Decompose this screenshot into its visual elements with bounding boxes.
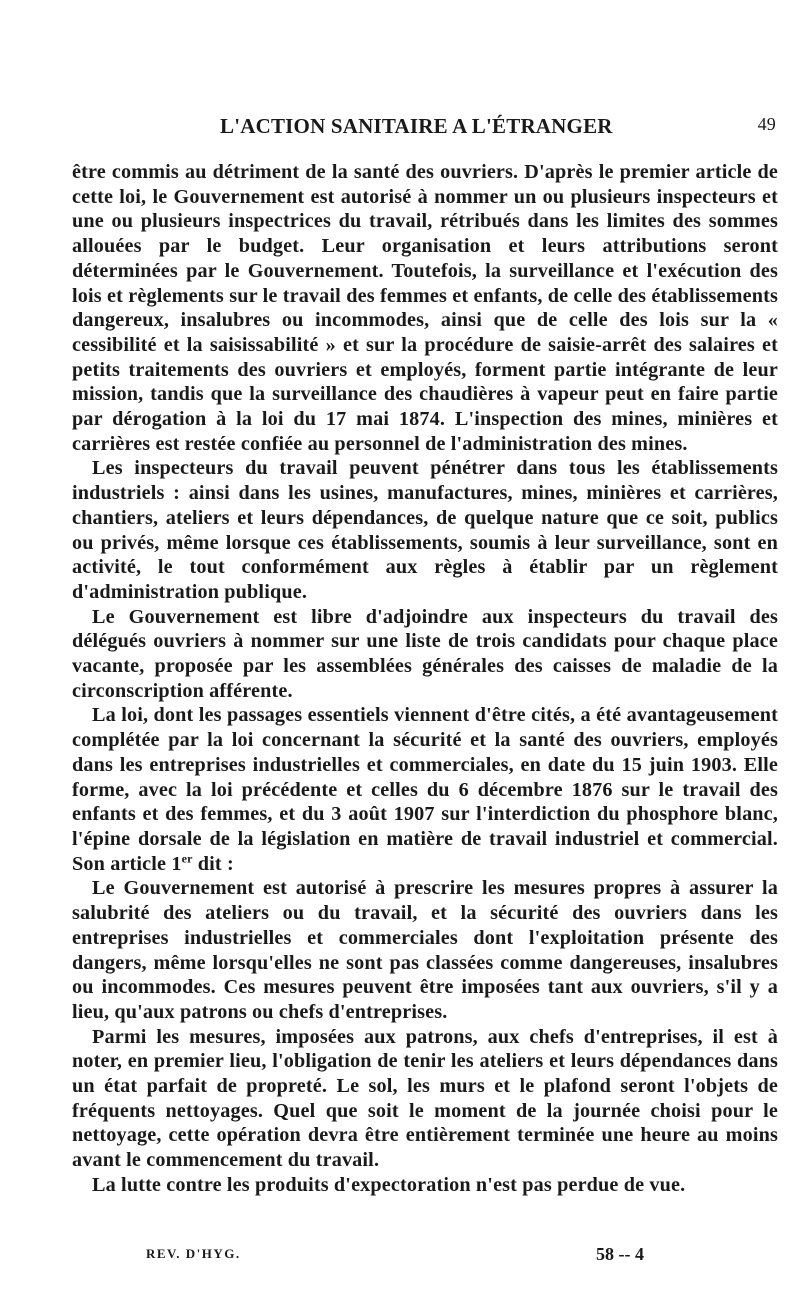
page-number: 49 (757, 114, 776, 134)
printer-signature: 58 -- 4 (596, 1244, 644, 1264)
paragraph-4-tail: dit : (192, 852, 234, 875)
paragraph-5: Le Gouvernement est autorisé à prescrire les mesures propres à assurer la salubrité des ateliers ou du travail, et la sécurité des ouvriers dans les entreprises industrielles et commerciales dont l'exploitation présente des dangers, même lorsqu'elles ne sont pas classées comme dangereuses, insalubres ou incommodes. Ces mesures peuvent être imposées tant aux ouvriers, s'il y a lieu, qu'aux patrons ou chefs d'entreprises. (72, 877, 778, 1023)
page-footer (146, 1244, 686, 1268)
journal-abbreviation: REV. D'HYG. (146, 1246, 241, 1261)
paragraph-2: Les inspecteurs du travail peuvent pénétrer dans tous les établissements industriels : ainsi dans les usines, manufactures, mines, minières et carrières, chantiers, ateliers et leurs dépendances, de quelque nature que ce soit, publics ou privés, même lorsque ces établissements, soumis à leur surveillance, sont en activité, le tout conformément aux règles à établir par un règlement d'administration publique. (72, 457, 778, 603)
article-superscript: er (181, 850, 193, 865)
paragraph-3: Le Gouvernement est libre d'adjoindre aux inspecteurs du travail des délégués ouvriers à nommer sur une liste de trois candidats pour chaque place vacante, proposée par les assemblées générales des caisses de maladie de la circonscription afférente. (72, 605, 778, 702)
page (72, 100, 778, 1198)
paragraph-4 (72, 703, 778, 876)
paragraph-6: Parmi les mesures, imposées aux patrons, aux chefs d'entreprises, il est à noter, en premier lieu, l'obligation de tenir les ateliers et leurs dépendances dans un état parfait de propreté. Le sol, les murs et le plafond seront l'objets de fréquents nettoyages. Quel que soit le moment de la journée choisi pour le nettoyage, cette opération devra être entièrement terminée une heure au moins avant le commencement du travail. (72, 1025, 778, 1172)
paragraph-4-text: La loi, dont les passages essentiels viennent d'être cités, a été avantageusement complétée par la loi concernant la sécurité et la santé des ouvriers, employés dans les entreprises industrielles et commerciales, en date du 15 juin 1903. Elle forme, avec la loi précédente et celles du 6 décembre 1876 sur le travail des enfants et des femmes, et du 3 août 1907 sur l'interdiction du phosphore blanc, l'épine dorsale de la législation en matière de travail industriel et commercial. Son article 1 (72, 704, 778, 875)
running-title: L'ACTION SANITAIRE A L'ÉTRANGER (220, 114, 613, 138)
body-text (72, 160, 778, 1198)
paragraph-1: être commis au détriment de la santé des ouvriers. D'après le premier article de cette loi, le Gouvernement est autorisé à nommer un ou plusieurs inspecteurs et une ou plusieurs inspectrices du travail, rétribués dans les limites des sommes allouées par le budget. Leur organisation et leurs attributions seront déterminées par le Gouvernement. Toutefois, la surveillance et l'exécution des lois et règlements sur le travail des femmes et enfants, de celle des établissements dangereux, insalubres ou incommodes, ainsi que de celle des lois sur la « cessibilité et la saisissabilité » et sur la procédure de saisie-arrêt des salaires et petits traitements des ouvriers et employés, forment partie intégrante de leur mission, tandis que la surveillance des chaudières à vapeur peut en faire partie par dérogation à la loi du 17 mai 1874. L'inspection des mines, minières et carrières est restée confiée au personnel de l'administration des mines. (72, 161, 778, 455)
paragraph-7: La lutte contre les produits d'expectoration n'est pas perdue de vue. (92, 1173, 686, 1196)
running-head (72, 100, 778, 140)
